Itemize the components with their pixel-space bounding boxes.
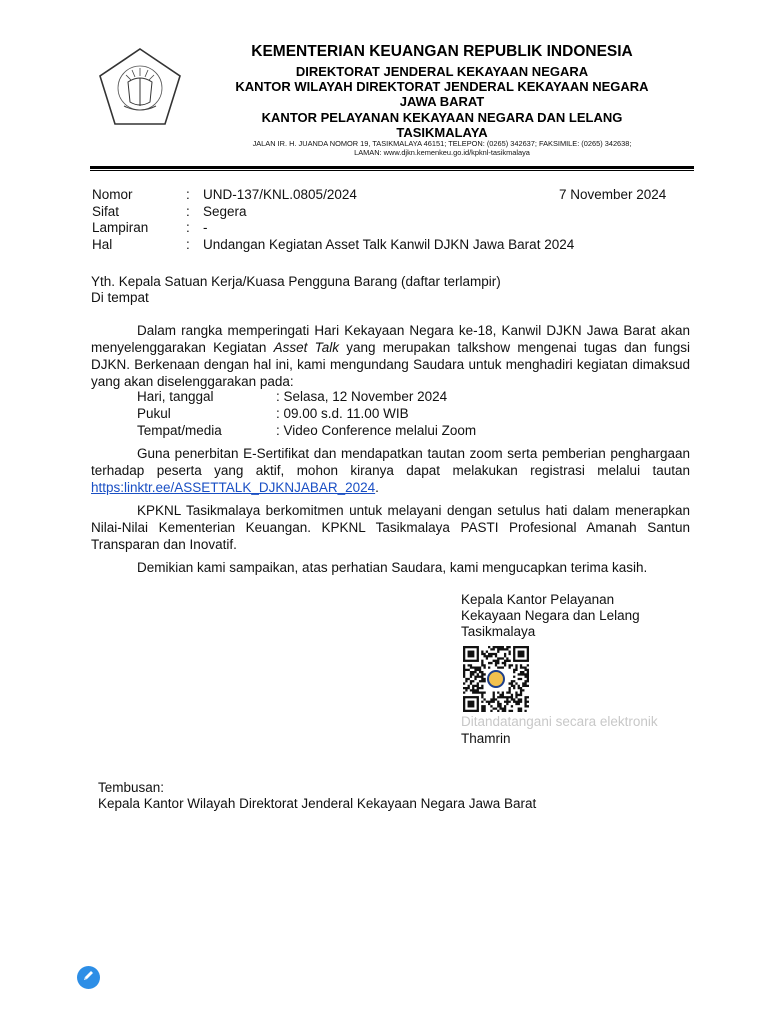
letterhead-website: LAMAN: www.djkn.kemenkeu.go.id/kpknl-tasikmalaya: [354, 148, 530, 157]
body-p2-start: Guna penerbitan E-Sertifikat dan mendapatkan tautan zoom serta pemberian penghargaan terhadap peserta yang aktif, mohon kiranya dapat melakukan registrasi melalui tautan: [91, 446, 690, 478]
signatory-name: Thamrin: [461, 731, 511, 746]
letterhead-divider-thin: [90, 170, 694, 171]
letterhead-city: TASIKMALAYA: [396, 125, 488, 140]
subject-colon: :: [186, 237, 190, 252]
schedule-day-label: Hari, tanggal: [137, 389, 214, 404]
body-paragraph-1: [91, 322, 690, 390]
attachment-value: -: [203, 220, 208, 235]
ministry-logo: [96, 46, 184, 128]
body-p1-end: yang merupakan talkshow mengenai tugas dan fungsi DJKN. Berkenaan dengan hal ini, kami mengundang Saudara untuk menghadiri kegiatan dimaksud yang akan diselenggarakan pada:: [91, 340, 690, 389]
cc-label: Tembusan:: [98, 780, 165, 795]
nature-value: Segera: [203, 204, 247, 219]
attachment-label: Lampiran: [92, 220, 149, 235]
schedule-time-value: : 09.00 s.d. 11.00 WIB: [276, 406, 409, 421]
edit-fab-button[interactable]: [77, 966, 100, 989]
body-paragraph-2: [91, 445, 690, 496]
body-p4-text: Demikian kami sampaikan, atas perhatian Saudara, kami mengucapkan terima kasih.: [137, 560, 648, 575]
subject-value: Undangan Kegiatan Asset Talk Kanwil DJKN Jawa Barat 2024: [203, 237, 575, 252]
qr-finder-2: [464, 697, 478, 711]
schedule-venue-label: Tempat/media: [137, 423, 222, 438]
cc-recipient: Kepala Kantor Wilayah Direktorat Jenderal Kekayaan Negara Jawa Barat: [98, 796, 537, 811]
qr-finder-0: [464, 647, 478, 661]
body-p1-italic: Asset Talk: [273, 340, 339, 355]
schedule-day-value: : Selasa, 12 November 2024: [276, 389, 448, 404]
letterhead-regional-office: KANTOR WILAYAH DIREKTORAT JENDERAL KEKAYAAN NEGARA: [235, 79, 649, 94]
letter-date: 7 November 2024: [559, 187, 667, 202]
body-p3-text: KPKNL Tasikmalaya berkomitmen untuk melayani dengan setulus hati dalam menerapkan Nilai-Nilai Kementerian Keuangan. KPKNL Tasikmalaya PASTI Profesional Amanah Santun Transparan dan Inovatif.: [91, 503, 690, 552]
letterhead-directorate: DIREKTORAT JENDERAL KEKAYAAN NEGARA: [295, 64, 589, 79]
number-colon: :: [186, 187, 190, 202]
qr-code-icon: [460, 646, 532, 712]
nature-label: Sifat: [92, 204, 120, 219]
body-paragraph-4: [91, 559, 690, 576]
signature-title-1: Kepala Kantor Pelayanan: [461, 592, 615, 607]
signature-title-3: Tasikmalaya: [461, 624, 536, 639]
schedule-time-label: Pukul: [137, 406, 171, 421]
number-label: Nomor: [92, 187, 133, 202]
letterhead-divider: [90, 166, 694, 169]
qr-finder-1: [514, 647, 528, 661]
recipient-place: Di tempat: [91, 290, 149, 305]
esign-note: Ditandatangani secara elektronik: [461, 714, 658, 729]
qr-emblem: [488, 671, 504, 687]
nature-colon: :: [186, 204, 190, 219]
schedule-venue-value: : Video Conference melalui Zoom: [276, 423, 477, 438]
edit-pen-icon: [82, 969, 95, 987]
number-value: UND-137/KNL.0805/2024: [203, 187, 357, 202]
body-paragraph-3: [91, 502, 690, 553]
letterhead-address: JALAN IR. H. JUANDA NOMOR 19, TASIKMALAYA 46151; TELEPON: (0265) 342637; FAKSIMILE: (0265) 342638;: [252, 139, 632, 148]
letterhead-service-office: KANTOR PELAYANAN KEKAYAAN NEGARA DAN LELANG: [261, 110, 623, 125]
registration-link[interactable]: https:linktr.ee/ASSETTALK_DJKNJABAR_2024: [91, 480, 376, 495]
body-p1-start: Dalam rangka memperingati Hari Kekayaan Negara ke-18, Kanwil DJKN Jawa Barat akan menyelenggarakan Kegiatan: [91, 323, 690, 355]
letterhead-region: JAWA BARAT: [399, 94, 485, 109]
signature-title-2: Kekayaan Negara dan Lelang: [461, 608, 640, 623]
body-p2-end: .: [375, 480, 379, 495]
attachment-colon: :: [186, 220, 190, 235]
letterhead-directorate-block: [196, 64, 688, 109]
letterhead-office-block: [196, 110, 688, 140]
recipient-line: Yth. Kepala Satuan Kerja/Kuasa Pengguna Barang (daftar terlampir): [91, 274, 501, 289]
letterhead-address-block: [196, 139, 688, 157]
subject-label: Hal: [92, 237, 113, 252]
letterhead-ministry: KEMENTERIAN KEUANGAN REPUBLIK INDONESIA: [251, 43, 633, 60]
